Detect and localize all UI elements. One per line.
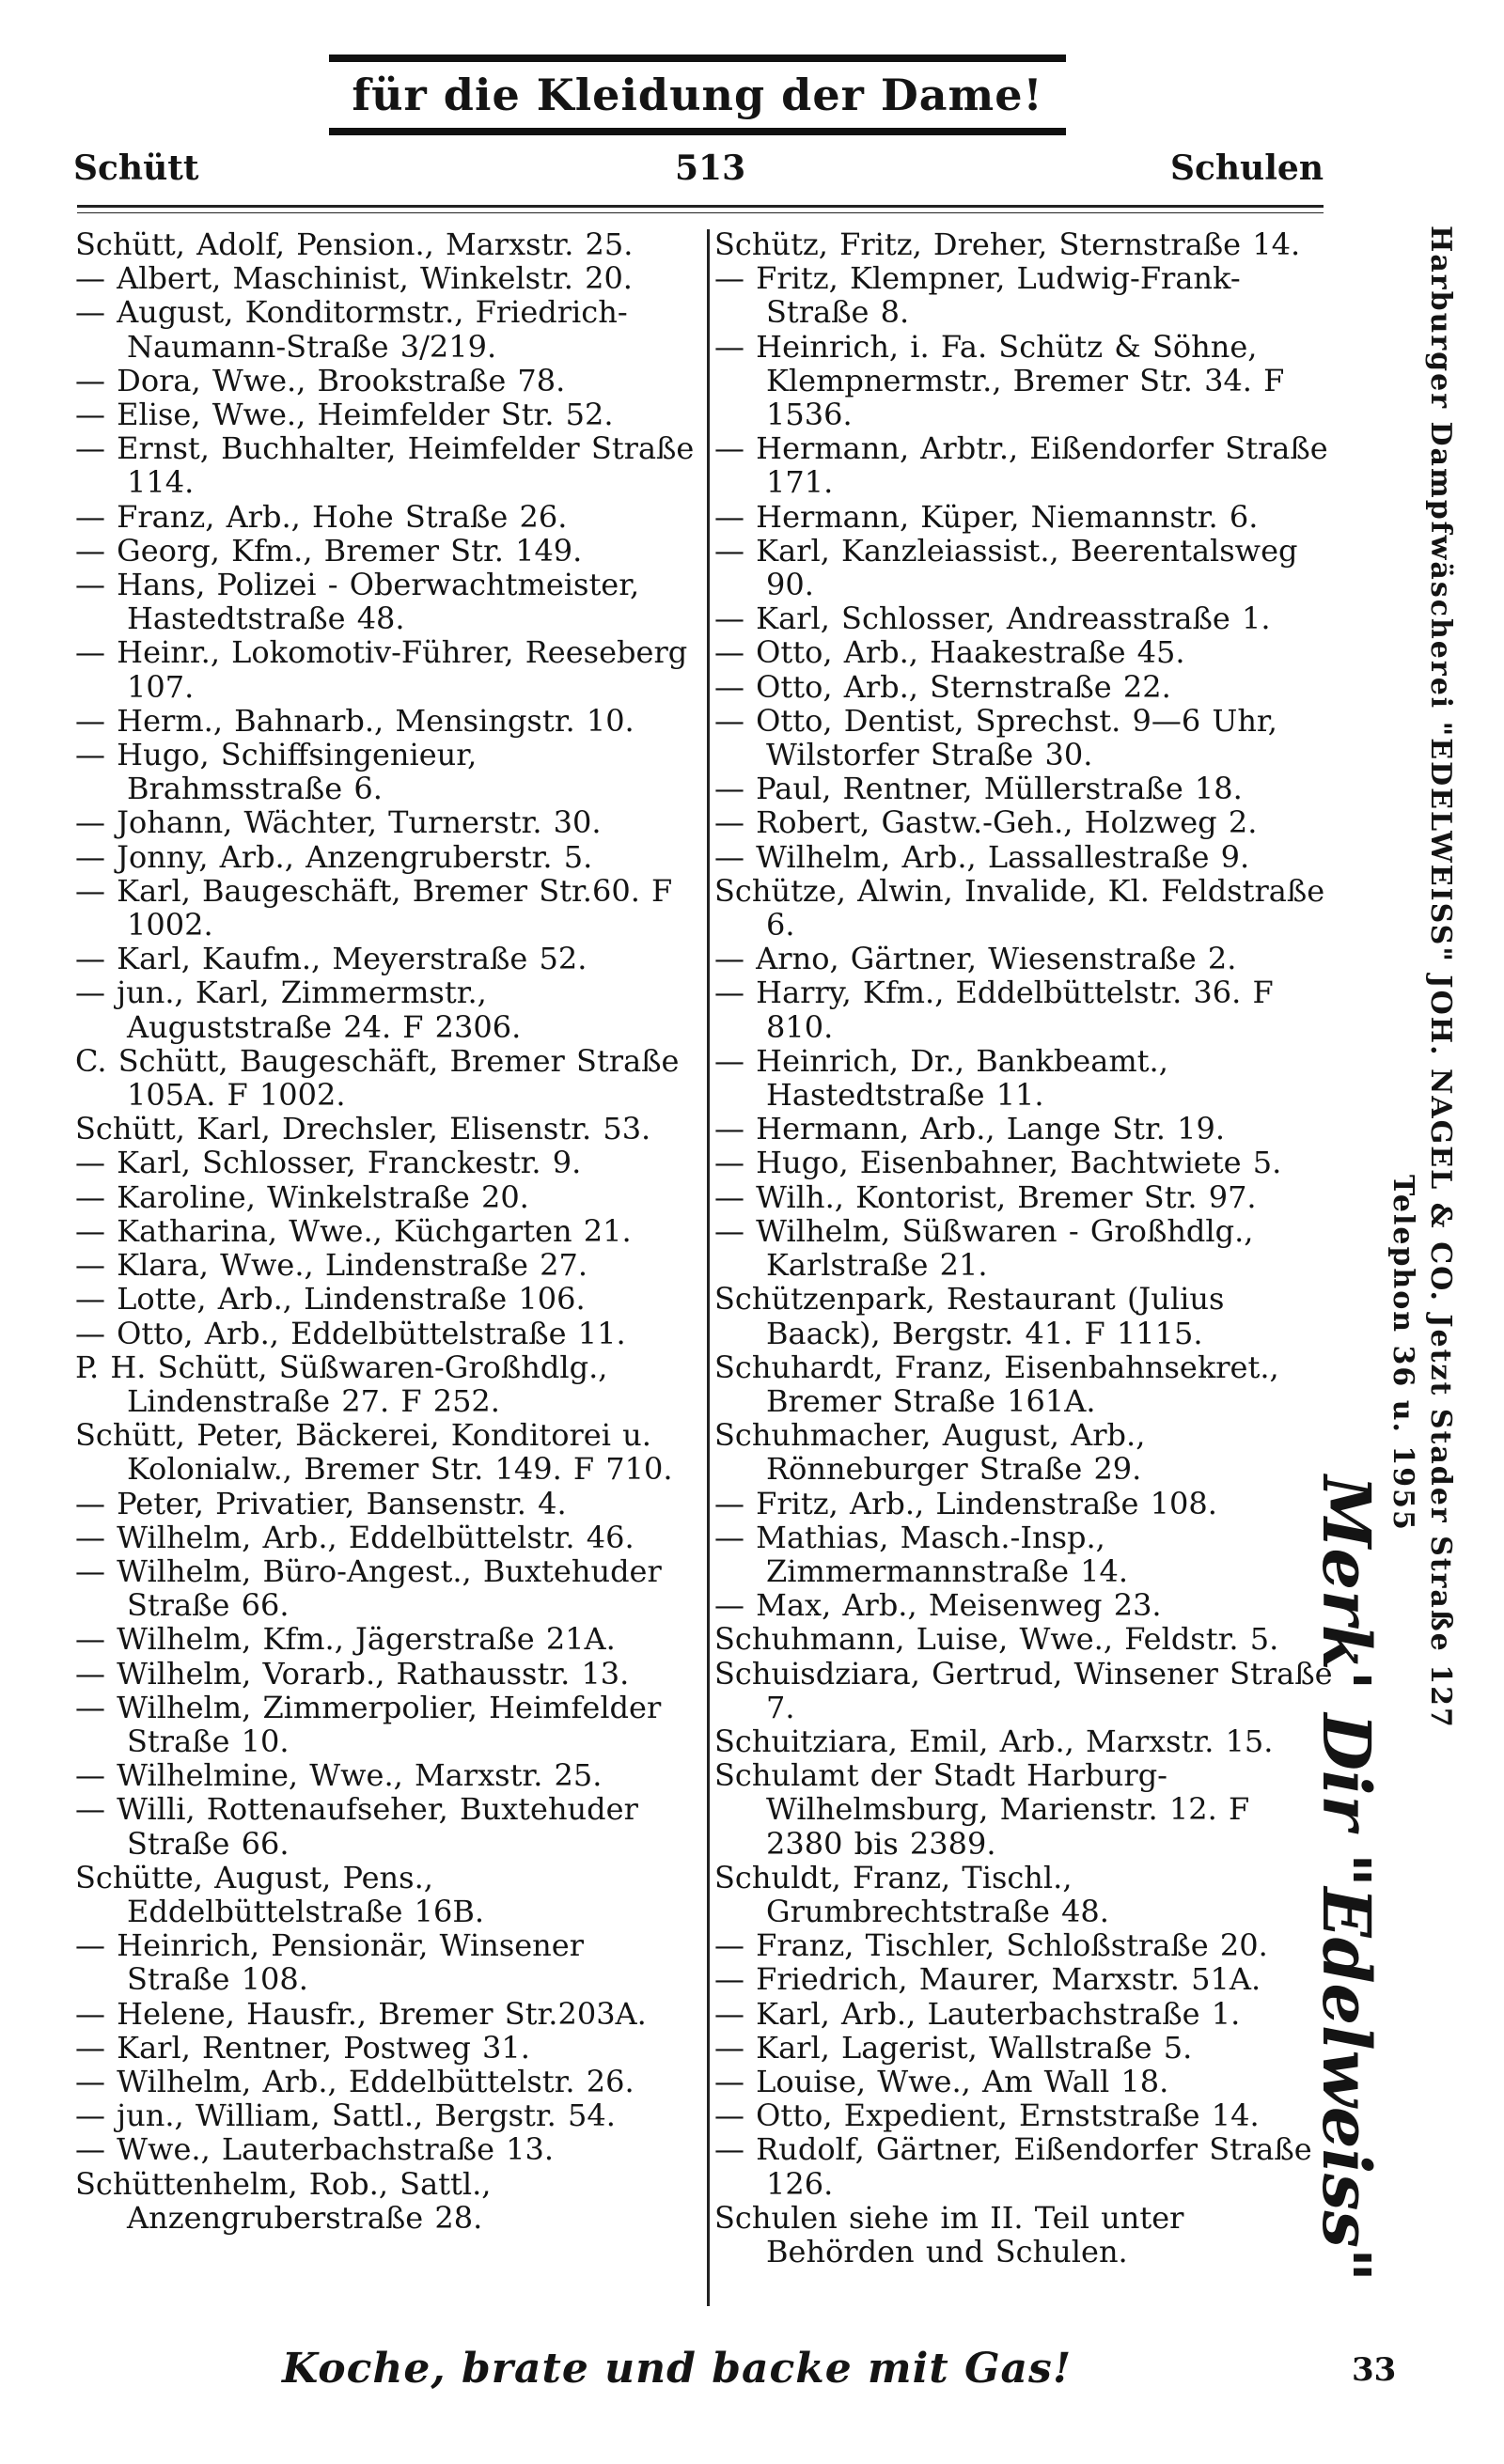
directory-subentry: — Heinrich, Dr., Bankbeamt., Hastedtstraße 11. <box>714 1042 1168 1114</box>
directory-entry: Schuitziara, Emil, Arb., Marxstr. 15. <box>714 1723 1274 1759</box>
directory-subentry: — Karl, Kaufm., Meyerstraße 52. <box>75 941 588 977</box>
directory-subentry: — Wilhelm, Büro-Angest., Buxtehuder Straße 66. <box>75 1552 662 1624</box>
header-rule-bottom <box>77 212 1324 213</box>
directory-entry: Schulen siehe im II. Teil unter Behörden und Schulen. <box>714 2199 1184 2269</box>
header-page-number: 513 <box>675 148 746 188</box>
directory-entry: Schuhmann, Luise, Wwe., Feldstr. 5. <box>714 1621 1279 1658</box>
directory-subentry: — Friedrich, Maurer, Marxstr. 51A. <box>714 1961 1261 1998</box>
side-advertisement <box>1308 226 1472 2340</box>
left-column <box>75 227 696 2235</box>
column-divider <box>707 229 710 2306</box>
directory-subentry: — Lotte, Arb., Lindenstraße 106. <box>75 1281 586 1318</box>
directory-subentry: — Fritz, Klempner, Ludwig-Frank-Straße 8. <box>714 260 1241 331</box>
right-column <box>714 227 1337 2269</box>
top-banner <box>329 55 1066 135</box>
directory-subentry: — Wilh., Kontorist, Bremer Str. 97. <box>714 1178 1257 1215</box>
directory-subentry: — Karl, Schlosser, Andreasstraße 1. <box>714 600 1271 637</box>
directory-subentry: — Hermann, Arb., Lange Str. 19. <box>714 1111 1226 1147</box>
directory-entry: Schuisdziara, Gertrud, Winsener Straße 7. <box>714 1655 1333 1725</box>
directory-subentry: — Mathias, Masch.-Insp., Zimmermannstraße 14. <box>714 1519 1129 1589</box>
directory-subentry: — Arno, Gärtner, Wiesenstraße 2. <box>714 941 1237 977</box>
directory-entry: Schütt, Peter, Bäckerei, Konditorei u. Kolonialw., Bremer Str. 149. F 710. <box>75 1417 673 1488</box>
directory-subentry: — August, Konditormstr., Friedrich-Naumann-Straße 3/219. <box>75 294 628 365</box>
directory-subentry: — Otto, Arb., Haakestraße 45. <box>714 634 1185 671</box>
directory-subentry: — Wilhelm, Arb., Eddelbüttelstr. 46. <box>75 1519 634 1555</box>
side-ad-line2: Telephon 36 u. 1955 <box>1386 1175 1419 1532</box>
directory-subentry: — Otto, Expedient, Ernststraße 14. <box>714 2098 1260 2134</box>
directory-entry: Schulamt der Stadt Harburg-Wilhelmsburg, Marienstr. 12. F 2380 bis 2389. <box>714 1757 1250 1862</box>
directory-subentry: — Paul, Rentner, Müllerstraße 18. <box>714 771 1243 807</box>
directory-subentry: — Louise, Wwe., Am Wall 18. <box>714 2063 1169 2099</box>
directory-entry: Schütt, Adolf, Pension., Marxstr. 25. <box>75 226 634 262</box>
directory-subentry: — Willi, Rottenaufseher, Buxtehuder Straße 66. <box>75 1791 638 1862</box>
directory-entry: Schütte, August, Pens., Eddelbüttelstraße 16B. <box>75 1859 485 1929</box>
directory-entry: Schütze, Alwin, Invalide, Kl. Feldstraße 6. <box>714 872 1325 943</box>
directory-subentry: — Karl, Rentner, Postweg 31. <box>75 2029 530 2066</box>
directory-subentry: — Wilhelm, Zimmerpolier, Heimfelder Straße 10. <box>75 1689 662 1759</box>
directory-subentry: — jun., Karl, Zimmermstr., Auguststraße 24. F 2306. <box>75 975 522 1045</box>
directory-subentry: — Franz, Arb., Hohe Straße 26. <box>75 498 568 535</box>
directory-subentry: — Elise, Wwe., Heimfelder Str. 52. <box>75 397 614 433</box>
directory-entry: Schütz, Fritz, Dreher, Sternstraße 14. <box>714 226 1301 262</box>
footer-slogan: Koche, brate und backe mit Gas! <box>282 2345 1073 2393</box>
directory-subentry: — Johann, Wächter, Turnerstr. 30. <box>75 804 602 841</box>
directory-subentry: — Max, Arb., Meisenweg 23. <box>714 1587 1162 1624</box>
page-header <box>73 148 1324 194</box>
directory-subentry: — Katharina, Wwe., Küchgarten 21. <box>75 1212 632 1249</box>
directory-entry: Schuhmacher, August, Arb., Rönneburger Straße 29. <box>714 1417 1146 1488</box>
directory-subentry: — Hugo, Eisenbahner, Bachtwiete 5. <box>714 1145 1282 1181</box>
directory-entry: Schüttenhelm, Rob., Sattl., Anzengruberstraße 28. <box>75 2165 492 2236</box>
directory-subentry: — Jonny, Arb., Anzengruberstr. 5. <box>75 838 593 875</box>
directory-subentry: — Rudolf, Gärtner, Eißendorfer Straße 126. <box>714 2131 1312 2202</box>
directory-subentry: — Herm., Bahnarb., Mensingstr. 10. <box>75 702 634 739</box>
directory-subentry: — Karl, Arb., Lauterbachstraße 1. <box>714 1995 1241 2032</box>
directory-subentry: — Wwe., Lauterbachstraße 13. <box>75 2131 555 2168</box>
directory-subentry: — Albert, Maschinist, Winkelstr. 20. <box>75 260 633 297</box>
directory-entry: P. H. Schütt, Süßwaren-Großhdlg., Lindenstraße 27. F 252. <box>75 1349 608 1419</box>
directory-subentry: — Karoline, Winkelstraße 20. <box>75 1178 529 1215</box>
directory-subentry: — Karl, Baugeschäft, Bremer Str.60. F 1002. <box>75 872 673 943</box>
directory-subentry: — Hermann, Küper, Niemannstr. 6. <box>714 498 1259 535</box>
directory-subentry: — Heinrich, i. Fa. Schütz & Söhne, Klempnermstr., Bremer Str. 34. F 1536. <box>714 328 1285 433</box>
directory-subentry: — Karl, Schlosser, Franckestr. 9. <box>75 1145 582 1181</box>
directory-subentry: — Wilhelm, Arb., Eddelbüttelstr. 26. <box>75 2063 634 2099</box>
footer-page-number: 33 <box>1352 2351 1397 2389</box>
directory-subentry: — jun., William, Sattl., Bergstr. 54. <box>75 2098 616 2134</box>
header-right: Schulen <box>1169 148 1324 188</box>
side-ad-line1: Harburger Dampfwäscherei "EDELWEISS" JOH. NAGEL & CO. Jetzt Stader Straße 127 <box>1424 226 1457 1729</box>
directory-subentry: — Otto, Arb., Sternstraße 22. <box>714 668 1171 705</box>
header-rule-top <box>77 205 1324 208</box>
directory-subentry: — Hans, Polizei - Oberwachtmeister, Hastedtstraße 48. <box>75 567 640 637</box>
directory-entry: Schützenpark, Restaurant (Julius Baack), Bergstr. 41. F 1115. <box>714 1281 1225 1351</box>
directory-entry: Schuhardt, Franz, Eisenbahnsekret., Bremer Straße 161A. <box>714 1349 1279 1419</box>
directory-subentry: — Helene, Hausfr., Bremer Str.203A. <box>75 1995 647 2032</box>
directory-subentry: — Franz, Tischler, Schloßstraße 20. <box>714 1927 1268 1964</box>
directory-subentry: — Karl, Lagerist, Wallstraße 5. <box>714 2029 1193 2066</box>
directory-subentry: — Karl, Kanzleiassist., Beerentalsweg 90. <box>714 532 1298 603</box>
directory-subentry: — Wilhelm, Vorarb., Rathausstr. 13. <box>75 1655 630 1692</box>
directory-subentry: — Robert, Gastw.-Geh., Holzweg 2. <box>714 804 1258 841</box>
directory-subentry: — Harry, Kfm., Eddelbüttelstr. 36. F 810. <box>714 975 1274 1045</box>
header-left: Schütt <box>73 148 199 188</box>
directory-entry: Schütt, Karl, Drechsler, Elisenstr. 53. <box>75 1111 651 1147</box>
directory-subentry: — Hermann, Arbtr., Eißendorfer Straße 171. <box>714 430 1328 501</box>
directory-subentry: — Klara, Wwe., Lindenstraße 27. <box>75 1247 588 1284</box>
banner-text: für die Kleidung der Dame! <box>352 70 1043 120</box>
directory-subentry: — Georg, Kfm., Bremer Str. 149. <box>75 532 583 569</box>
directory-subentry: — Heinrich, Pensionär, Winsener Straße 108. <box>75 1927 585 1998</box>
directory-subentry: — Fritz, Arb., Lindenstraße 108. <box>714 1485 1217 1521</box>
directory-subentry: — Hugo, Schiffsingenieur, Brahmsstraße 6. <box>75 737 478 807</box>
directory-subentry: — Wilhelm, Süßwaren - Großhdlg., Karlstraße 21. <box>714 1212 1254 1284</box>
directory-subentry: — Wilhelm, Kfm., Jägerstraße 21A. <box>75 1621 616 1658</box>
directory-entry: C. Schütt, Baugeschäft, Bremer Straße 105A. F 1002. <box>75 1042 680 1114</box>
side-ad-slogan: Merk' Dir "Edelweiss" <box>1308 1475 1386 2283</box>
directory-subentry: — Heinr., Lokomotiv-Führer, Reeseberg 107. <box>75 634 688 705</box>
directory-subentry: — Wilhelmine, Wwe., Marxstr. 25. <box>75 1757 603 1794</box>
directory-subentry: — Peter, Privatier, Bansenstr. 4. <box>75 1485 567 1521</box>
directory-subentry: — Otto, Arb., Eddelbüttelstraße 11. <box>75 1315 626 1351</box>
directory-subentry: — Otto, Dentist, Sprechst. 9—6 Uhr, Wilstorfer Straße 30. <box>714 702 1277 773</box>
directory-subentry: — Wilhelm, Arb., Lassallestraße 9. <box>714 838 1250 875</box>
directory-entry: Schuldt, Franz, Tischl., Grumbrechtstraße 48. <box>714 1859 1109 1929</box>
directory-subentry: — Ernst, Buchhalter, Heimfelder Straße 114. <box>75 430 695 501</box>
directory-subentry: — Dora, Wwe., Brookstraße 78. <box>75 362 566 398</box>
